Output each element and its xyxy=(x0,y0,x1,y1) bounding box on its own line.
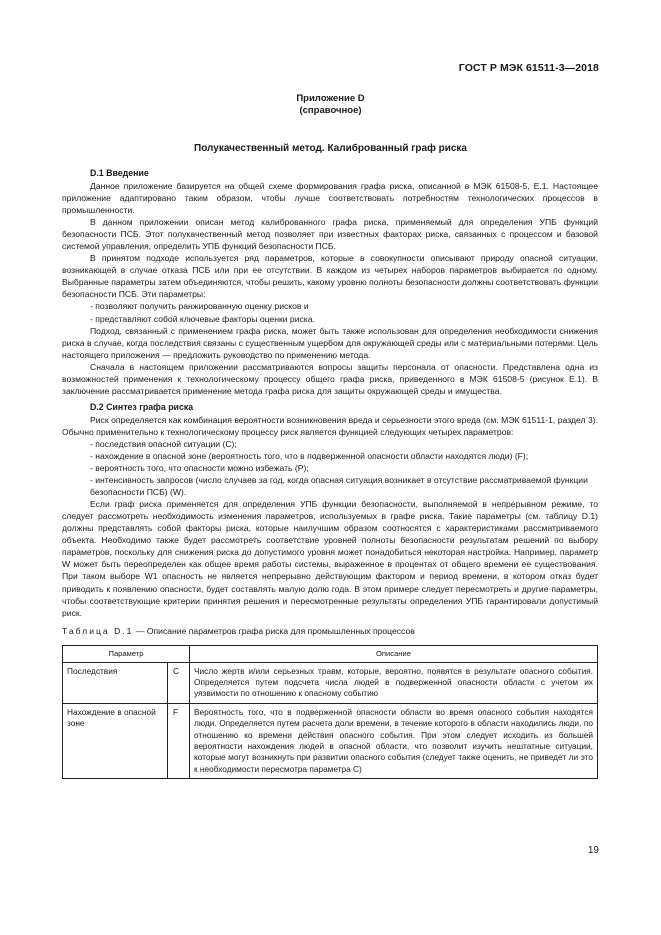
table-row xyxy=(63,662,598,703)
paragraph: В принятом подходе используется ряд параметров, которые в совокупности описывают природу опасной ситуации, возникающей в случае отказа ПСБ или при ее отсутствии. В каждом из четырех наборов параметров выбирается по одному. Выбранные параметры затем объединяются, чтобы решить, какому уровню полноты безопасности должны соответствовать функции безопасности ПСБ. Эти параметры: xyxy=(62,253,598,300)
list-item: - последствия опасной ситуации (С); xyxy=(62,438,598,450)
paragraph: Риск определяется как комбинация вероятности возникновения вреда и серьезности этого вреда (см. МЭК 61511-1, раздел 3). Обычно применительно к технологическому процессу риск является функцией следующих четырех параметров: xyxy=(62,414,598,437)
table-caption-label: Таблица D.1 xyxy=(62,625,134,636)
parameter-list xyxy=(62,438,598,498)
standard-designation: ГОСТ Р МЭК 61511-3—2018 xyxy=(458,62,599,74)
parameter-symbol: C xyxy=(168,662,190,703)
section-title: Полукачественный метод. Калиброванный граф риска xyxy=(194,143,467,154)
section-heading-d1: D.1 Введение xyxy=(90,168,149,178)
table-caption-text: — Описание параметров графа риска для промышленных процессов xyxy=(135,625,415,636)
list-item: - вероятность того, что опасности можно избежать (Р); xyxy=(62,462,598,474)
section-heading-d2: D.2 Синтез графа риска xyxy=(90,401,194,412)
parameter-list xyxy=(62,300,598,324)
table-row xyxy=(63,703,598,778)
paragraph: Сначала в настоящем приложении рассматриваются вопросы защиты персонала от опасности. Представлена одна из возможностей применения к технологическому процессу общего графа риска, приведенного в МЭК 61508-5 (рисунок Е.1). В заключение рассматривается применение метода графа риска для защиты окружающей среды и имущества. xyxy=(62,361,598,396)
parameter-symbol: F xyxy=(168,703,190,778)
appendix-heading xyxy=(0,93,661,117)
list-item: - позволяют получить ранжированную оценку рисков и xyxy=(62,300,598,312)
page-number: 19 xyxy=(587,845,599,856)
parameter-name: Последствия xyxy=(63,662,168,703)
table-caption xyxy=(62,625,598,637)
parameter-name: Нахождение в опасной зоне xyxy=(63,703,168,778)
column-header-parameter: Параметр xyxy=(63,645,190,662)
parameter-description: Число жертв и/или серьезных травм, которые, вероятно, появятся в результате опасного события. Определяется путем подсчета числа людей в подверженной опасности области с учетом их уязвимости по отношению к опасному событию xyxy=(190,662,598,703)
appendix-status: (справочное) xyxy=(299,105,362,116)
list-item: - представляют собой ключевые факторы оценки риска. xyxy=(62,313,598,325)
document-body xyxy=(62,166,598,779)
table-header-row xyxy=(63,645,598,662)
paragraph: Если граф риска применяется для определения УПБ функции безопасности, выполняемой в непрерывном режиме, то следует рассмотреть необходимость изменения параметров, используемых в графе риска. Такие параметры (см. таблицу D.1) должны представлять собой факторы риска, которые наилучшим образом соотносятся с характеристиками рассматриваемого объекта. Необходимо также будет рассмотреть соответствие уровней полноты безопасности результатам решений по выбору параметров, поскольку для снижения риска до допустимого уровня может понадобиться некоторая настройка. Например, параметр W может быть переопределен как общее время работы системы, выраженное в процентах от общего времени ее существования. При таком выборе W1 опасность не является непрерывно действующим фактором и период времени, в котором отказ будет приводить к появлению опасности, будет составлять малую долю года. В этом примере следует пересмотреть и другие параметры, чтобы соответствующие критерии принятия решения и пересмотренные результаты определения УПБ гарантировали допустимый риск. xyxy=(62,499,598,618)
paragraph: В данном приложении описан метод калиброванного графа риска, применяемый для определения УПБ функций безопасности ПСБ. Этот полукачественный метод позволяет при известных факторах риска, связанных с процессом и базовой системой управления, определить УПБ функций безопасности ПСБ. xyxy=(62,217,598,252)
list-item: - интенсивность запросов (число случаев за год, когда опасная ситуация возникает в отсутствие рассматриваемой функции безопасности ПСБ) (W). xyxy=(62,474,598,498)
parameters-table xyxy=(62,645,598,780)
list-item: - нахождение в опасной зоне (вероятность того, что в подверженной опасности области находятся люди) (F); xyxy=(62,450,598,462)
appendix-title: Приложение D xyxy=(296,93,365,104)
column-header-description: Описание xyxy=(190,645,598,662)
parameter-description: Вероятность того, что в подверженной опасности области во время опасного события находятся люди. Определяется путем расчета доли времени, в течение которого в области находились люди, по отношению ко времени действия опасного события. При этом следует исходить из большей вероятности нахождения людей в опасной области, что позволит изучить нештатные ситуации, которые могут возникнуть при развитии опасного события (следует также оценить, не приведет ли это к необходимости пересмотра параметра С) xyxy=(190,703,598,778)
paragraph: Данное приложение базируется на общей схеме формирования графа риска, описанной в МЭК 61508-5, Е.1. Настоящее приложение адаптировано таким образом, чтобы лучше соответствовать потребностям технологических процессов в промышленности. xyxy=(62,181,598,216)
paragraph: Подход, связанный с применением графа риска, может быть также использован для определения необходимости снижения риска в случае, когда последствия связаны с существенным ущербом для окружающей среды или с материальными потерями. Цель настоящего приложения — предложить руководство по применению метода. xyxy=(62,325,598,360)
